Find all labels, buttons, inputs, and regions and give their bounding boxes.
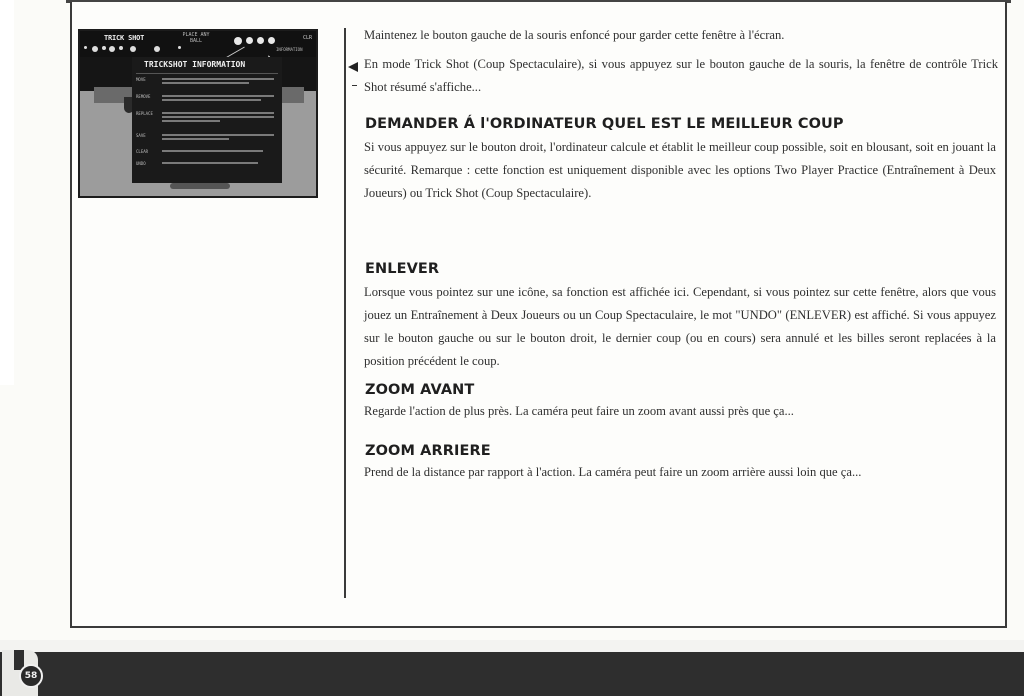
column-divider	[344, 28, 346, 598]
info-description	[162, 134, 274, 142]
tool-icon	[119, 46, 123, 50]
tool-icon	[109, 46, 115, 52]
info-key: SAVE	[136, 133, 146, 138]
info-description	[162, 95, 274, 103]
tool-icon	[84, 46, 87, 49]
info-description	[162, 112, 274, 124]
info-key: CLEAR	[136, 149, 149, 154]
footer-band	[0, 652, 1024, 696]
clear-label: CLR	[302, 35, 312, 41]
place-any-ball-label: PLACE ANY BALL	[182, 32, 210, 44]
tool-icon	[154, 46, 160, 52]
info-description	[162, 150, 274, 154]
trickshot-info-panel	[132, 57, 282, 183]
info-key: REMOVE	[136, 94, 151, 99]
screenshot-title: TRICK SHOT	[104, 34, 145, 42]
ball-icon	[268, 37, 275, 44]
tool-icon	[92, 46, 98, 52]
undo-heading: ENLEVER	[365, 261, 440, 277]
ball-icon	[246, 37, 253, 44]
info-description	[162, 162, 274, 166]
info-row	[136, 133, 278, 147]
info-row	[136, 77, 278, 91]
undo-paragraph: Lorsque vous pointez sur une icône, sa fonction est affichée ici. Cependant, si vous pointez sur cette fenêtre, alors que vous jouez un Entraînement à Deux Joueurs ou un Coup Spectaculaire, le mot "UNDO" (ENLEVER) est affiché. Si vous appuyez sur le bouton gauche ou sur le bouton droit, le dernier coup (ou en cours) sera annulé et les billes seront replacées à la position précédent le coup.	[364, 285, 996, 368]
table-cushion	[170, 183, 230, 189]
tool-icon	[178, 46, 181, 49]
zoom-in-paragraph: Regarde l'action de plus près. La caméra peut faire un zoom avant aussi près que ça...	[364, 404, 794, 418]
game-screenshot	[78, 29, 318, 198]
zoom-in-heading: ZOOM AVANT	[365, 382, 475, 398]
best-shot-heading: DEMANDER Á l'ORDINATEUR QUEL EST LE MEILLEUR COUP	[365, 116, 844, 132]
information-tag: INFORMATION	[276, 47, 303, 52]
best-shot-paragraph: Si vous appuyez sur le bouton droit, l'ordinateur calcule et établit le meilleur coup possible, soit en blousant, soit en jouant la sécurité. Remarque : cette fonction est uniquement disponible avec les options Two Player Practice (Entraînement à Deux Joueurs) ou Trick Shot (Coup Spectaculaire).	[364, 140, 996, 200]
pointer-arrow-icon	[348, 62, 358, 72]
tool-icon	[102, 46, 106, 50]
tool-icon	[130, 46, 136, 52]
footer-gap	[0, 640, 1024, 652]
info-panel-divider	[136, 73, 278, 74]
ball-icon	[257, 37, 264, 44]
page-number: 58	[19, 664, 43, 688]
page-left-edge	[0, 0, 14, 385]
info-row	[136, 161, 278, 175]
info-key: REPLACE	[136, 111, 153, 116]
info-key: MOVE	[136, 77, 146, 82]
dash-mark	[352, 85, 357, 86]
info-description	[162, 78, 274, 86]
info-key: UNDO	[136, 161, 146, 166]
info-panel-heading: TRICKSHOT INFORMATION	[144, 60, 246, 69]
intro-paragraph: Maintenez le bouton gauche de la souris enfoncé pour garder cette fenêtre à l'écran.	[364, 28, 785, 42]
screenshot-toolbar	[80, 31, 316, 57]
info-row	[136, 94, 278, 108]
ball-icon	[234, 37, 242, 45]
info-row	[136, 111, 278, 125]
zoom-out-heading: ZOOM ARRIERE	[365, 443, 491, 459]
trick-shot-note: En mode Trick Shot (Coup Spectaculaire), si vous appuyez sur le bouton gauche de la souris, la fenêtre de contrôle Trick Shot résumé s'affiche...	[364, 57, 998, 94]
zoom-out-paragraph: Prend de la distance par rapport à l'action. La caméra peut faire un zoom arrière aussi loin que ça...	[364, 465, 862, 479]
